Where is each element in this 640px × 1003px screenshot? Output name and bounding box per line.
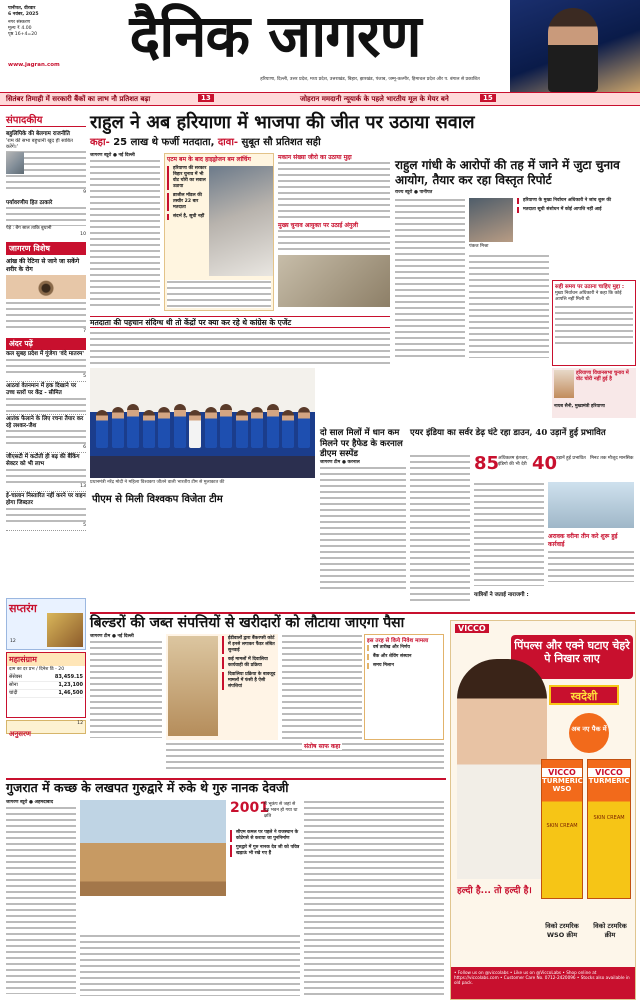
right-box-title: सही समय पर उठाना चाहिए मुद्दा :	[555, 284, 625, 290]
andar-list	[6, 350, 86, 530]
andar-heading: अंदर पढ़ें	[6, 338, 86, 350]
andar-item[interactable]	[6, 453, 86, 492]
andar-item-text	[6, 397, 86, 413]
andar-item-text	[6, 468, 86, 484]
dateline-edition: नगर संस्करण	[8, 20, 31, 25]
masthead-ad-person-icon	[548, 8, 598, 92]
builder-bullet: कई मामलों में दिवालिया कार्यवाही की प्रक्रिया	[222, 657, 276, 669]
gurudwara-text-1	[6, 806, 76, 994]
market-label: चांदी	[9, 690, 18, 696]
saptrang-page-no: 12	[10, 639, 16, 644]
ticker-left[interactable]: सितंबर तिमाही में सरकारी बैंकों का लाभ नौ प्रतिशत बढ़ा	[6, 95, 151, 103]
vishesh-page-no: 7	[83, 329, 86, 335]
andar-item-page: 13	[80, 483, 86, 489]
player-figure	[205, 407, 217, 448]
right-quote	[552, 368, 636, 418]
bar-text	[90, 331, 390, 365]
dateline-date: 6 नवंबर, 2025	[8, 12, 39, 17]
right-bullet: हरियाणा के मुख्य निर्वाचन अधिकारी ने जांच शुरू की	[517, 198, 635, 204]
builder-box-title: इस तरह से किये निवेश मामला	[367, 638, 429, 644]
vishesh-text	[6, 301, 86, 329]
lead-photo-box	[164, 153, 274, 311]
vishesh-headline[interactable]: आंख की रेटिना से जाने जा सकेंगे शरीर के रोग	[6, 258, 80, 274]
player-figure	[174, 404, 186, 448]
right-headline[interactable]: राहुल गांधी के आरोपों की तह में जाने में जुटा चुनाव आयोग, तैयार कर रहा विस्तृत रिपोर्ट	[395, 158, 620, 187]
player-figure	[143, 410, 155, 448]
pack-turmeric-brand: VICCO	[588, 768, 630, 777]
model-photo	[457, 659, 547, 879]
player-figure	[236, 410, 248, 448]
story2-byline: जागरण टीम ● करनाल	[320, 459, 360, 465]
mahasangram-title: महासंग्राम	[7, 653, 85, 666]
player-figure	[158, 407, 170, 448]
builder-bullet: दिवालिया प्रक्रिया के बावजूद मामलों में फंसी है ऐसी संपत्तियां	[222, 672, 276, 690]
lead-photo-title: एटम बम के बाद हाइड्रोजन बम लांचिंग	[167, 156, 251, 163]
builder-headline[interactable]: बिल्डरों की जब्त संपत्तियों से खरीदारों को लौटाया जाएगा पैसा	[90, 612, 635, 632]
lead-mid-title[interactable]: मकान संख्या जीरो का उठाया मुद्दा	[278, 154, 352, 161]
market-row	[9, 682, 83, 690]
lead-sub-a: कहा-	[90, 137, 110, 148]
pack-wso	[541, 759, 583, 899]
market-list	[7, 674, 85, 698]
right-box-text: मुख्य निर्वाचन अधिकारी ने कहा कि कोई आपत्ति नहीं मिली थी	[555, 291, 622, 302]
stat-3: मिनट तक मौजूद मानसिक	[590, 456, 634, 461]
lead-mid-text-2	[278, 229, 390, 253]
rahul-photo	[209, 166, 273, 276]
pack-wso-sub: SKIN CREAM	[546, 823, 578, 829]
pack-turmeric	[587, 759, 631, 899]
gurudwara-photo	[80, 800, 226, 896]
cricket-headline[interactable]: पीएम से मिली विश्वकप विजेता टीम	[92, 494, 223, 505]
editorial-subhead: 'राम की सभा बहुधानी खुद ही साबित करेंगे।'	[6, 138, 73, 151]
pol-author: पेड़े : बैंग साल ताकि बुधानी	[6, 226, 52, 232]
airindia-photo	[548, 482, 634, 528]
lead-sub-b: 25 लाख थे फर्जी मतदाता,	[109, 137, 215, 148]
market-value: 1,23,100	[58, 682, 83, 688]
lead-mid-title-2[interactable]: मुख्य चुनाव आयुक्त पर उठाई अंगुली	[278, 222, 359, 229]
story3-headline[interactable]: एयर इंडिया का सर्वर डेढ़ घंटे रहा डाउन, 40 उड़ानें हुई प्रभावित	[410, 428, 606, 438]
gurudwara-bullets	[230, 830, 300, 860]
market-row	[9, 674, 83, 682]
market-row	[9, 690, 83, 698]
gurudwara-year: 2001	[230, 800, 269, 816]
andar-item[interactable]	[6, 492, 86, 531]
lead-sub-c: दावा-	[214, 137, 239, 148]
gurudwara-text-3	[304, 800, 444, 996]
masthead	[0, 0, 640, 90]
vishesh-heading: जागरण विशेष	[6, 242, 86, 255]
pol-page	[6, 232, 86, 238]
andar-item-text	[6, 358, 86, 374]
dateline-pages: पृष्ठ 16+4=20	[8, 32, 38, 37]
builder-bullet: ईडीवालों द्वारा बैंकरप्सी कोर्ट में इनसे लगाकर फैंडर लंबित सुनवाई	[222, 636, 276, 654]
right-box-lines	[555, 305, 633, 345]
player-figure	[251, 407, 263, 448]
mahasangram-sub: दाम का दर प्रभ / दिनेश ठिं - 20	[9, 667, 65, 672]
story3-side-head[interactable]: अरावक वरीना तीन करे शुरू हुई कार्रवाई	[548, 533, 618, 548]
andar-item[interactable]	[6, 350, 86, 382]
player-figure	[127, 404, 139, 448]
andar-item-page: 5	[83, 522, 86, 528]
right-bullets	[517, 198, 635, 216]
story3-yatri: यात्रियों ने जताई नाराजगी :	[474, 592, 529, 598]
lead-photo-caption	[167, 280, 271, 308]
eye-photo	[6, 275, 86, 299]
bar-headline-box	[90, 316, 390, 328]
editorial-page-no: 9	[83, 190, 86, 196]
story3	[410, 428, 636, 610]
dateline	[8, 6, 68, 38]
market-label: सोना	[9, 682, 18, 688]
pack-turmeric-sub: SKIN CREAM	[593, 815, 625, 821]
builder-bullets	[222, 636, 276, 693]
site-url[interactable]: www.jagran.com	[8, 62, 60, 68]
saptrang-photo	[47, 613, 83, 647]
editions-line: हरियाणा, दिल्ली, उत्तर प्रदेश, मध्य प्रदेश, उत्तराखंड, बिहार, झारखंड, पंजाब, जम्मू-कश्मीर, हिमाचल प्रदेश और प. बंगाल से प्रकाशित	[260, 77, 480, 82]
builder-info-box	[364, 634, 444, 740]
ticker-bar	[0, 92, 640, 106]
lead-photo-bullet: संदर्भ है, सूची नहीं	[167, 214, 207, 220]
andar-item-headline: ई-चालान निस्तारित नहीं करने पर वाहन होगा जिब्दतर	[6, 492, 86, 506]
swadeshi-badge: स्वदेशी	[549, 685, 619, 705]
building-illustration	[168, 636, 218, 736]
player-figure	[267, 404, 279, 448]
gurudwara-feature	[80, 800, 300, 932]
right-byline: राज्य ब्यूरो ● पानीपत	[395, 190, 433, 195]
ticker-right-page: 15	[480, 94, 496, 102]
story3-side-text	[548, 550, 634, 582]
paper-title: दैनिक जागरण	[129, 2, 421, 70]
andar-item-headline: आतंक फैलाने के लिए रचना तैयार कर रहे लश्कर-जैश	[6, 415, 84, 429]
lead-mid-text	[278, 161, 390, 219]
saptrang-title: सप्तरंग	[9, 602, 37, 615]
vicco-footer: • Follow us on @viccolabs • Like us on @ViccoLabs • Shop online at https://viccolabs.com • Customer Care No. 0712-2420096 • Stocks also available in old pack.	[451, 967, 636, 1000]
gurudwara-byline: जागरण ब्यूरो ● अहमदाबाद	[6, 800, 54, 805]
andar-item-headline: जीएसटी में कटौती ही बढ़ की बैंकिंग सेक्टर को भी लाभ	[6, 454, 80, 468]
dateline-day: पानीपत, वीरवार	[8, 6, 36, 11]
lead-photo-bullet: ब्राजील मॉडल की तस्वीर 22 बार मतदाता	[167, 193, 207, 211]
builder-box-items	[365, 645, 443, 669]
right-text-2	[469, 254, 549, 358]
andar-item[interactable]	[6, 382, 86, 415]
gurudwara-year-text: में भूकंप से जहां से यह भवन हो गया था क्षति	[264, 802, 298, 819]
gurudwara-text-2	[80, 934, 300, 996]
editorial-heading: संपादकीय	[6, 112, 86, 127]
market-value: 1,46,500	[58, 690, 83, 696]
cricket-team-row	[96, 402, 310, 448]
editorial-headline[interactable]: बहुलिपिके की बेलगाम राजनीति	[6, 131, 70, 137]
lead-photo-bullet: हरियाणा की सरकार बिहार चुनाव में भी वोट चोरी का सवाल उठाया	[167, 166, 207, 190]
right-quote-name: नायब सैनी, मुख्यमंत्री हरियाणा	[554, 404, 605, 409]
lead-sub-d: सुबूत सौ प्रतिशत सही	[238, 137, 321, 148]
editorial-page	[6, 190, 86, 196]
stat-2-label: उड़ानें हुई प्रभावित	[556, 456, 586, 461]
lead-text-1	[90, 159, 160, 309]
gurudwara-col-1	[6, 800, 76, 996]
pack-wso-title: TURMERIC WSO	[542, 777, 583, 793]
mahasangram-box[interactable]	[6, 652, 86, 718]
builder-text-2	[282, 634, 362, 740]
andar-item-page: 6	[83, 445, 86, 451]
story3-text-2	[474, 482, 544, 586]
builder-stamp: संतोष साफ कहा	[304, 743, 341, 750]
vicco-cta-1: विको टरमरिक WSO क्रीम	[545, 922, 579, 939]
vicco-logo: VICCO	[455, 624, 489, 633]
builder-box-item: वर्ष तारीख और निर्णय	[367, 645, 441, 651]
lead-col-3	[278, 153, 390, 311]
pol-page-no: 10	[80, 232, 86, 238]
left-sidebar	[6, 112, 86, 600]
player-figure	[282, 410, 294, 448]
vicco-ad[interactable]	[450, 620, 636, 1000]
pack-wso-brand: VICCO	[542, 768, 582, 777]
anusaran-page: 12	[77, 721, 83, 726]
gurudwara-headline[interactable]: गुजरात में कच्छ के लखपत गुरुद्वारे में रुके थे गुरु नानक देवजी	[6, 778, 446, 796]
gurudwara-bullet: सीएम कमल पर पहले ने राजस्थान के कोटेगसे से कराया जा पुननिर्माण	[230, 830, 300, 842]
andar-item-headline: कल सुबह प्रदेश में गूंजेगा 'वंदे मातरम'	[6, 351, 85, 358]
story2-text	[320, 466, 406, 590]
player-figure	[112, 407, 124, 448]
saini-photo	[554, 370, 574, 398]
stat-1-label: अधिकतम इंतजार, इंडिगो की भी देरी	[498, 456, 529, 467]
stat-box-1	[474, 454, 530, 478]
ticker-left-page: 13	[198, 94, 214, 102]
right-text-1	[395, 198, 465, 358]
vishesh-page	[6, 329, 86, 335]
anusaran-box[interactable]	[6, 720, 86, 738]
ticker-right[interactable]: जोहरान ममदानी न्यूयार्क के पहले भारतीय मूल के मेयर बने	[300, 95, 449, 103]
dateline-price: मूल्य ₹ 4.00	[8, 26, 32, 31]
player-figure	[220, 404, 232, 448]
saptrang-page	[10, 639, 16, 645]
lead-headline[interactable]: राहुल ने अब हरियाणा में भाजपा की जीत पर उठाया सवाल	[90, 112, 475, 133]
stat-2: 40	[532, 453, 558, 474]
pack-turmeric-title: TURMERIC	[588, 777, 630, 785]
lead-byline: जागरण ब्यूरो ● नई दिल्ली	[90, 153, 135, 158]
player-figure	[189, 410, 201, 448]
lead-photo-bullets	[167, 166, 207, 223]
stat-1: 85	[474, 453, 500, 474]
anusaran-title: अनुसरण	[9, 730, 31, 738]
cricket-caption: प्रधानमंत्री नरेंद्र मोदी ने महिला विश्वकप जीतने वाली भारतीय टीम से मुलाकात की	[90, 480, 225, 485]
stat-box-2	[532, 454, 588, 478]
market-label: सेंसेक्स	[9, 674, 22, 680]
right-photo	[469, 198, 513, 242]
pol-text	[6, 206, 86, 226]
player-figure	[96, 410, 108, 448]
bar-headline[interactable]: मतदाता की पहचान संदिग्ध थी तो केंद्रों पर क्या कर रहे थे कांग्रेस के एजेंट	[90, 318, 292, 327]
vicco-cta-2: विको टरमरिक क्रीम	[593, 922, 627, 939]
player-figure	[298, 407, 310, 448]
builder-byline: जागरण टीम ● नई दिल्ली	[90, 634, 134, 639]
lead-subhead	[90, 136, 390, 150]
right-bullet: मतदाता सूची संशोधन में कोई आपत्ति नहीं आई	[517, 207, 635, 213]
builder-box-item: समय मिलान	[367, 663, 441, 669]
story2	[320, 428, 406, 610]
pol-headline[interactable]: पर्यावरणीय हित ठाकारे	[6, 200, 53, 207]
andar-item-text	[6, 429, 86, 445]
right-photo-caption: पंकज मिश्रा	[469, 244, 489, 249]
andar-item-page: 5	[83, 374, 86, 380]
vicco-slogan: हल्दी है... तो हल्दी है।	[457, 886, 532, 896]
andar-item[interactable]	[6, 415, 86, 454]
market-value: 83,459.15	[54, 674, 83, 680]
builder-col-1	[90, 634, 162, 740]
story2-headline[interactable]: दो साल मिलों में धान कम मिलने पर हैफेड के करनाल डीएम सस्पेंड	[320, 428, 403, 459]
andar-item-text	[6, 507, 86, 523]
ec-photo	[278, 255, 390, 307]
new-pack-badge: अब नए पैक में	[569, 713, 609, 753]
right-quote-title: हरियाणा विधानसभा चुनाव में वोट चोरी नहीं हुई है	[576, 370, 629, 382]
andar-item-headline: आठवां वेतनमान में हक दिखाने पर उच्च स्तरों पर केंद्र - सीमित	[6, 383, 77, 396]
builder-box-item: बैंक और शेविंग संस्थान	[367, 654, 441, 660]
builder-text-1	[90, 640, 162, 738]
lead-col-1	[90, 153, 160, 311]
editorial-photo	[6, 152, 24, 174]
right-box	[552, 280, 636, 366]
saptrang-box[interactable]	[6, 598, 86, 650]
gurudwara-bullet: गुरुद्वारे में गुरु नानक देव जी को पवित्र खड़ाऊं भी रखे गए हैं	[230, 845, 300, 857]
vicco-tag-text: पिंपल्स और एक्ने घटाए चेहरे पे निखार लाए	[514, 639, 630, 665]
builder-bullet-box	[166, 634, 278, 740]
story3-text-1	[410, 454, 470, 604]
